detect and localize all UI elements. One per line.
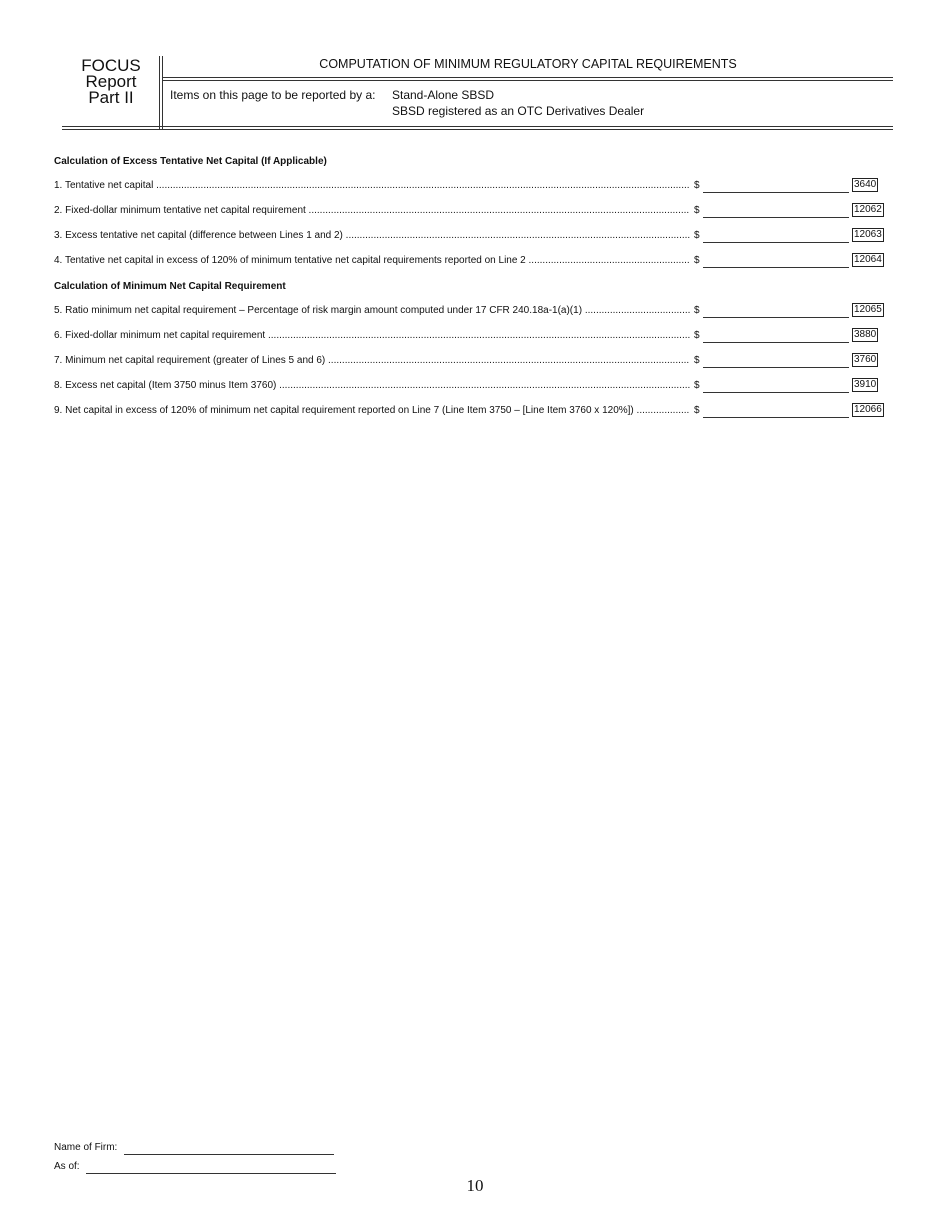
line-row <box>54 230 884 246</box>
line-row <box>54 305 884 321</box>
amount-input-line[interactable] <box>703 417 849 418</box>
item-code-box: 12066 <box>854 404 882 415</box>
amount-input-line[interactable] <box>703 367 849 368</box>
dollar-sign: $ <box>694 305 700 316</box>
line-label: 9. Net capital in excess of 120% of minimum net capital requirement reported on Line 7 (Line Item 3750 – [Line Item 3760 x 120%]) ..... <box>54 405 690 416</box>
line-label: 7. Minimum net capital requirement (greater of Lines 5 and 6) ..... <box>54 355 690 366</box>
line-row <box>54 330 884 346</box>
header-divider-left-1 <box>159 56 160 129</box>
item-code-box: 3760 <box>854 354 877 365</box>
focus-report-label <box>62 58 160 106</box>
amount-input-line[interactable] <box>703 317 849 318</box>
item-code-box: 3640 <box>854 179 877 190</box>
header-rule-mid-2 <box>162 80 893 81</box>
dollar-sign: $ <box>694 205 700 216</box>
line-row <box>54 355 884 371</box>
amount-input-line[interactable] <box>703 342 849 343</box>
header-rule-bottom-1 <box>62 126 893 127</box>
header-rule-mid-1 <box>162 77 893 78</box>
focus-line-3: Part II <box>88 88 134 107</box>
line-row <box>54 405 884 421</box>
as-of-input-line[interactable] <box>86 1173 336 1174</box>
line-label: 6. Fixed-dollar minimum net capital requirement ..... <box>54 330 690 341</box>
line-row <box>54 380 884 396</box>
dollar-sign: $ <box>694 230 700 241</box>
amount-input-line[interactable] <box>703 392 849 393</box>
line-label: 3. Excess tentative net capital (difference between Lines 1 and 2) ..... <box>54 230 690 241</box>
dollar-sign: $ <box>694 330 700 341</box>
item-code-box: 12064 <box>854 254 882 265</box>
line-row <box>54 205 884 221</box>
page-number: 10 <box>466 1176 484 1195</box>
section-min-net-capital-title: Calculation of Minimum Net Capital Requirement <box>54 281 286 292</box>
line-row <box>54 255 884 271</box>
amount-input-line[interactable] <box>703 267 849 268</box>
item-code-box: 3910 <box>854 379 877 390</box>
line-label: 2. Fixed-dollar minimum tentative net capital requirement ..... <box>54 205 690 216</box>
firm-name-input-line[interactable] <box>124 1154 334 1155</box>
dollar-sign: $ <box>694 405 700 416</box>
amount-input-line[interactable] <box>703 217 849 218</box>
page-title: COMPUTATION OF MINIMUM REGULATORY CAPITAL REQUIREMENTS <box>319 57 737 71</box>
item-code-box: 12062 <box>854 204 882 215</box>
item-code-box: 12065 <box>854 304 882 315</box>
line-label: 8. Excess net capital (Item 3750 minus Item 3760) ..... <box>54 380 690 391</box>
as-of-label: As of: <box>54 1161 80 1172</box>
dollar-sign: $ <box>694 180 700 191</box>
line-row <box>54 180 884 196</box>
dollar-sign: $ <box>694 355 700 366</box>
dollar-sign: $ <box>694 380 700 391</box>
amount-input-line[interactable] <box>703 192 849 193</box>
line-label: 1. Tentative net capital ..... <box>54 180 690 191</box>
reported-by-entity-2: SBSD registered as an OTC Derivatives Dealer <box>392 104 645 118</box>
line-label: 4. Tentative net capital in excess of 120% of minimum tentative net capital requirements reported on Line 2 ..... <box>54 255 690 266</box>
focus-line-1: FOCUS <box>81 56 141 75</box>
focus-line-2: Report <box>85 72 137 91</box>
header-rule-bottom-2 <box>62 129 893 130</box>
reported-by-label: Items on this page to be reported by a: <box>170 88 376 102</box>
item-code-box: 3880 <box>854 329 877 340</box>
section-excess-tentative-title: Calculation of Excess Tentative Net Capital (If Applicable) <box>54 156 327 167</box>
firm-name-label: Name of Firm: <box>54 1142 118 1153</box>
item-code-box: 12063 <box>854 229 882 240</box>
amount-input-line[interactable] <box>703 242 849 243</box>
dollar-sign: $ <box>694 255 700 266</box>
line-label: 5. Ratio minimum net capital requirement – Percentage of risk margin amount computed under 17 CFR 240.18a-1(a)(1) ..... <box>54 305 690 316</box>
reported-by-entity-1: Stand-Alone SBSD <box>392 88 495 102</box>
